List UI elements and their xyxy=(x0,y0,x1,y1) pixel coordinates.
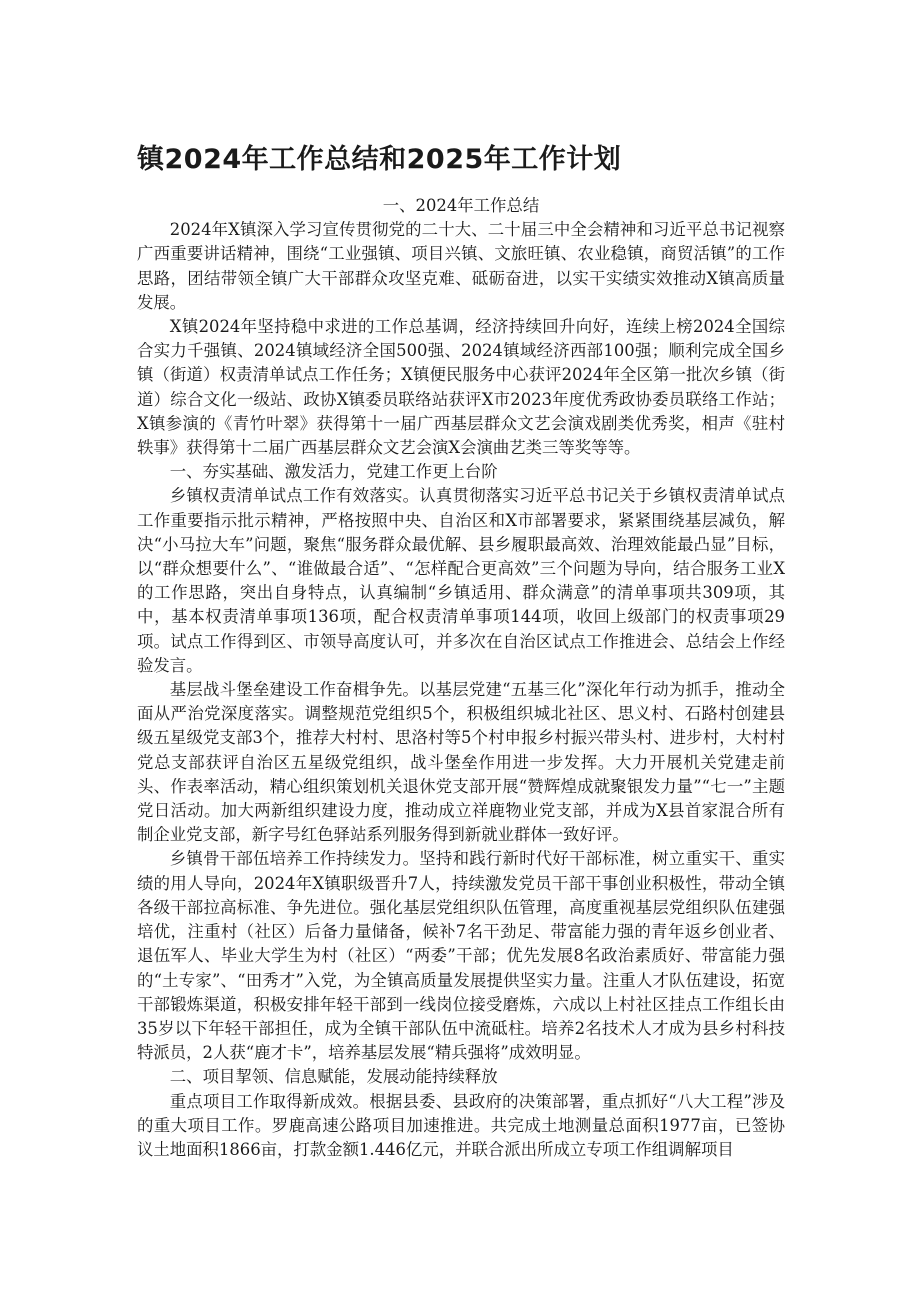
document-body xyxy=(137,194,785,1162)
paragraph-intro: 2024年X镇深入学习宣传贯彻党的二十大、二十届三中全会精神和习近平总书记视察广西重要讲话精神，围绕“工业强镇、项目兴镇、文旅旺镇、农业稳镇，商贸活镇”的工作思路，团结带领全镇广大干部群众攻坚克难、砥砺奋进，以实干实绩实效推动X镇高质量发展。 xyxy=(137,220,785,312)
paragraph-grassroots-fortress: 基层战斗堡垒建设工作奋楫争先。以基层党建“五基三化”深化年行动为抓手，推动全面从严治党深度落实。调整规范党组织5个，积极组织城北社区、思义村、石路村创建县级五星级党支部3个，推荐大村村、思洛村等5个村申报乡村振兴带头村、进步村，大村村党总支部获评自治区五星级党组织，战斗堡垒作用进一步发挥。大力开展机关党建走前头、作表率活动，精心组织策划机关退休党支部开展“赞辉煌成就聚银发力量”“七一”主题党日活动。加大两新组织建设力度，推动成立祥鹿物业党支部，并成为X县首家混合所有制企业党支部，新字号红色驿站系列服务得到新就业群体一致好评。 xyxy=(137,680,785,845)
section-heading-2024-summary: 一、2024年工作总结 xyxy=(382,196,540,215)
paragraph-responsibility-list: 乡镇权责清单试点工作有效落实。认真贯彻落实习近平总书记关于乡镇权责清单试点工作重要指示批示精神，严格按照中央、自治区和X市部署要求，紧紧围绕基层减负，解决“小马拉大车”问题，聚焦“服务群众最优解、县乡履职最高效、治理效能最凸显”目标，以“群众想要什么”、“谁做最合适”、“怎样配合更高效”三个问题为导向，结合服务工业X的工作思路，突出自身特点，认真编制“乡镇适用、群众满意”的清单事项共309项，其中，基本权责清单事项136项，配合权责清单事项144项，收回上级部门的权责事项29项。试点工作得到区、市领导高度认可，并多次在自治区试点工作推进会、总结会上作经验发言。 xyxy=(137,486,785,675)
subheading-party-building: 一、夯实基础、激发活力，党建工作更上台阶 xyxy=(169,462,498,482)
paragraph-achievements: X镇2024年坚持稳中求进的工作总基调，经济持续回升向好，连续上榜2024全国综合实力千强镇、2024镇域经济全国500强、2024镇域经济西部100强；顺利完成全国乡镇（街道）权责清单试点工作任务；X镇便民服务中心获评2024年全区第一批次乡镇（街道）综合文化一级站、政协X镇委员联络站获评X市2023年度优秀政协委员联络工作站；X镇参演的《青竹叶翠》获得第十一届广西基层群众文艺会演戏剧类优秀奖，相声《驻村轶事》获得第十二届广西基层群众文艺会演X会演曲艺类三等奖等等。 xyxy=(137,317,785,458)
document-title: 镇2024年工作总结和2025年工作计划 xyxy=(137,144,622,175)
paragraph-cadre-training: 乡镇骨干部伍培养工作持续发力。坚持和践行新时代好干部标准，树立重实干、重实绩的用人导向，2024年X镇职级晋升7人，持续激发党员干部干事创业积极性，带动全镇各级干部拉高标准、争先进位。强化基层党组织队伍管理，高度重视基层党组织队伍建强培优，注重村（社区）后备力量储备，候补7名干劲足、带富能力强的青年返乡创业者、退伍军人、毕业大学生为村（社区）“两委”干部；优先发展8名政治素质好、带富能力强的“土专家”、“田秀才”入党，为全镇高质量发展提供坚实力量。注重人才队伍建设，拓宽干部锻炼渠道，积极安排年轻干部到一线岗位接受磨炼，六成以上村社区挂点工作组长由35岁以下年轻干部担任，成为全镇干部队伍中流砥柱。培养2名技术人才成为县乡村科技特派员，2人获“鹿才卡”，培养基层发展“精兵强将”成效明显。 xyxy=(137,849,785,1063)
subheading-project-leading: 二、项目挈领、信息赋能，发展动能持续释放 xyxy=(169,1067,498,1087)
paragraph-key-projects: 重点项目工作取得新成效。根据县委、县政府的决策部署，重点抓好“八大工程”涉及的重大项目工作。罗鹿高速公路项目加速推进。共完成土地测量总面积1977亩，已签协议土地面积1866亩，打款金额1.446亿元，并联合派出所成立专项工作组调解项目 xyxy=(137,1091,785,1159)
